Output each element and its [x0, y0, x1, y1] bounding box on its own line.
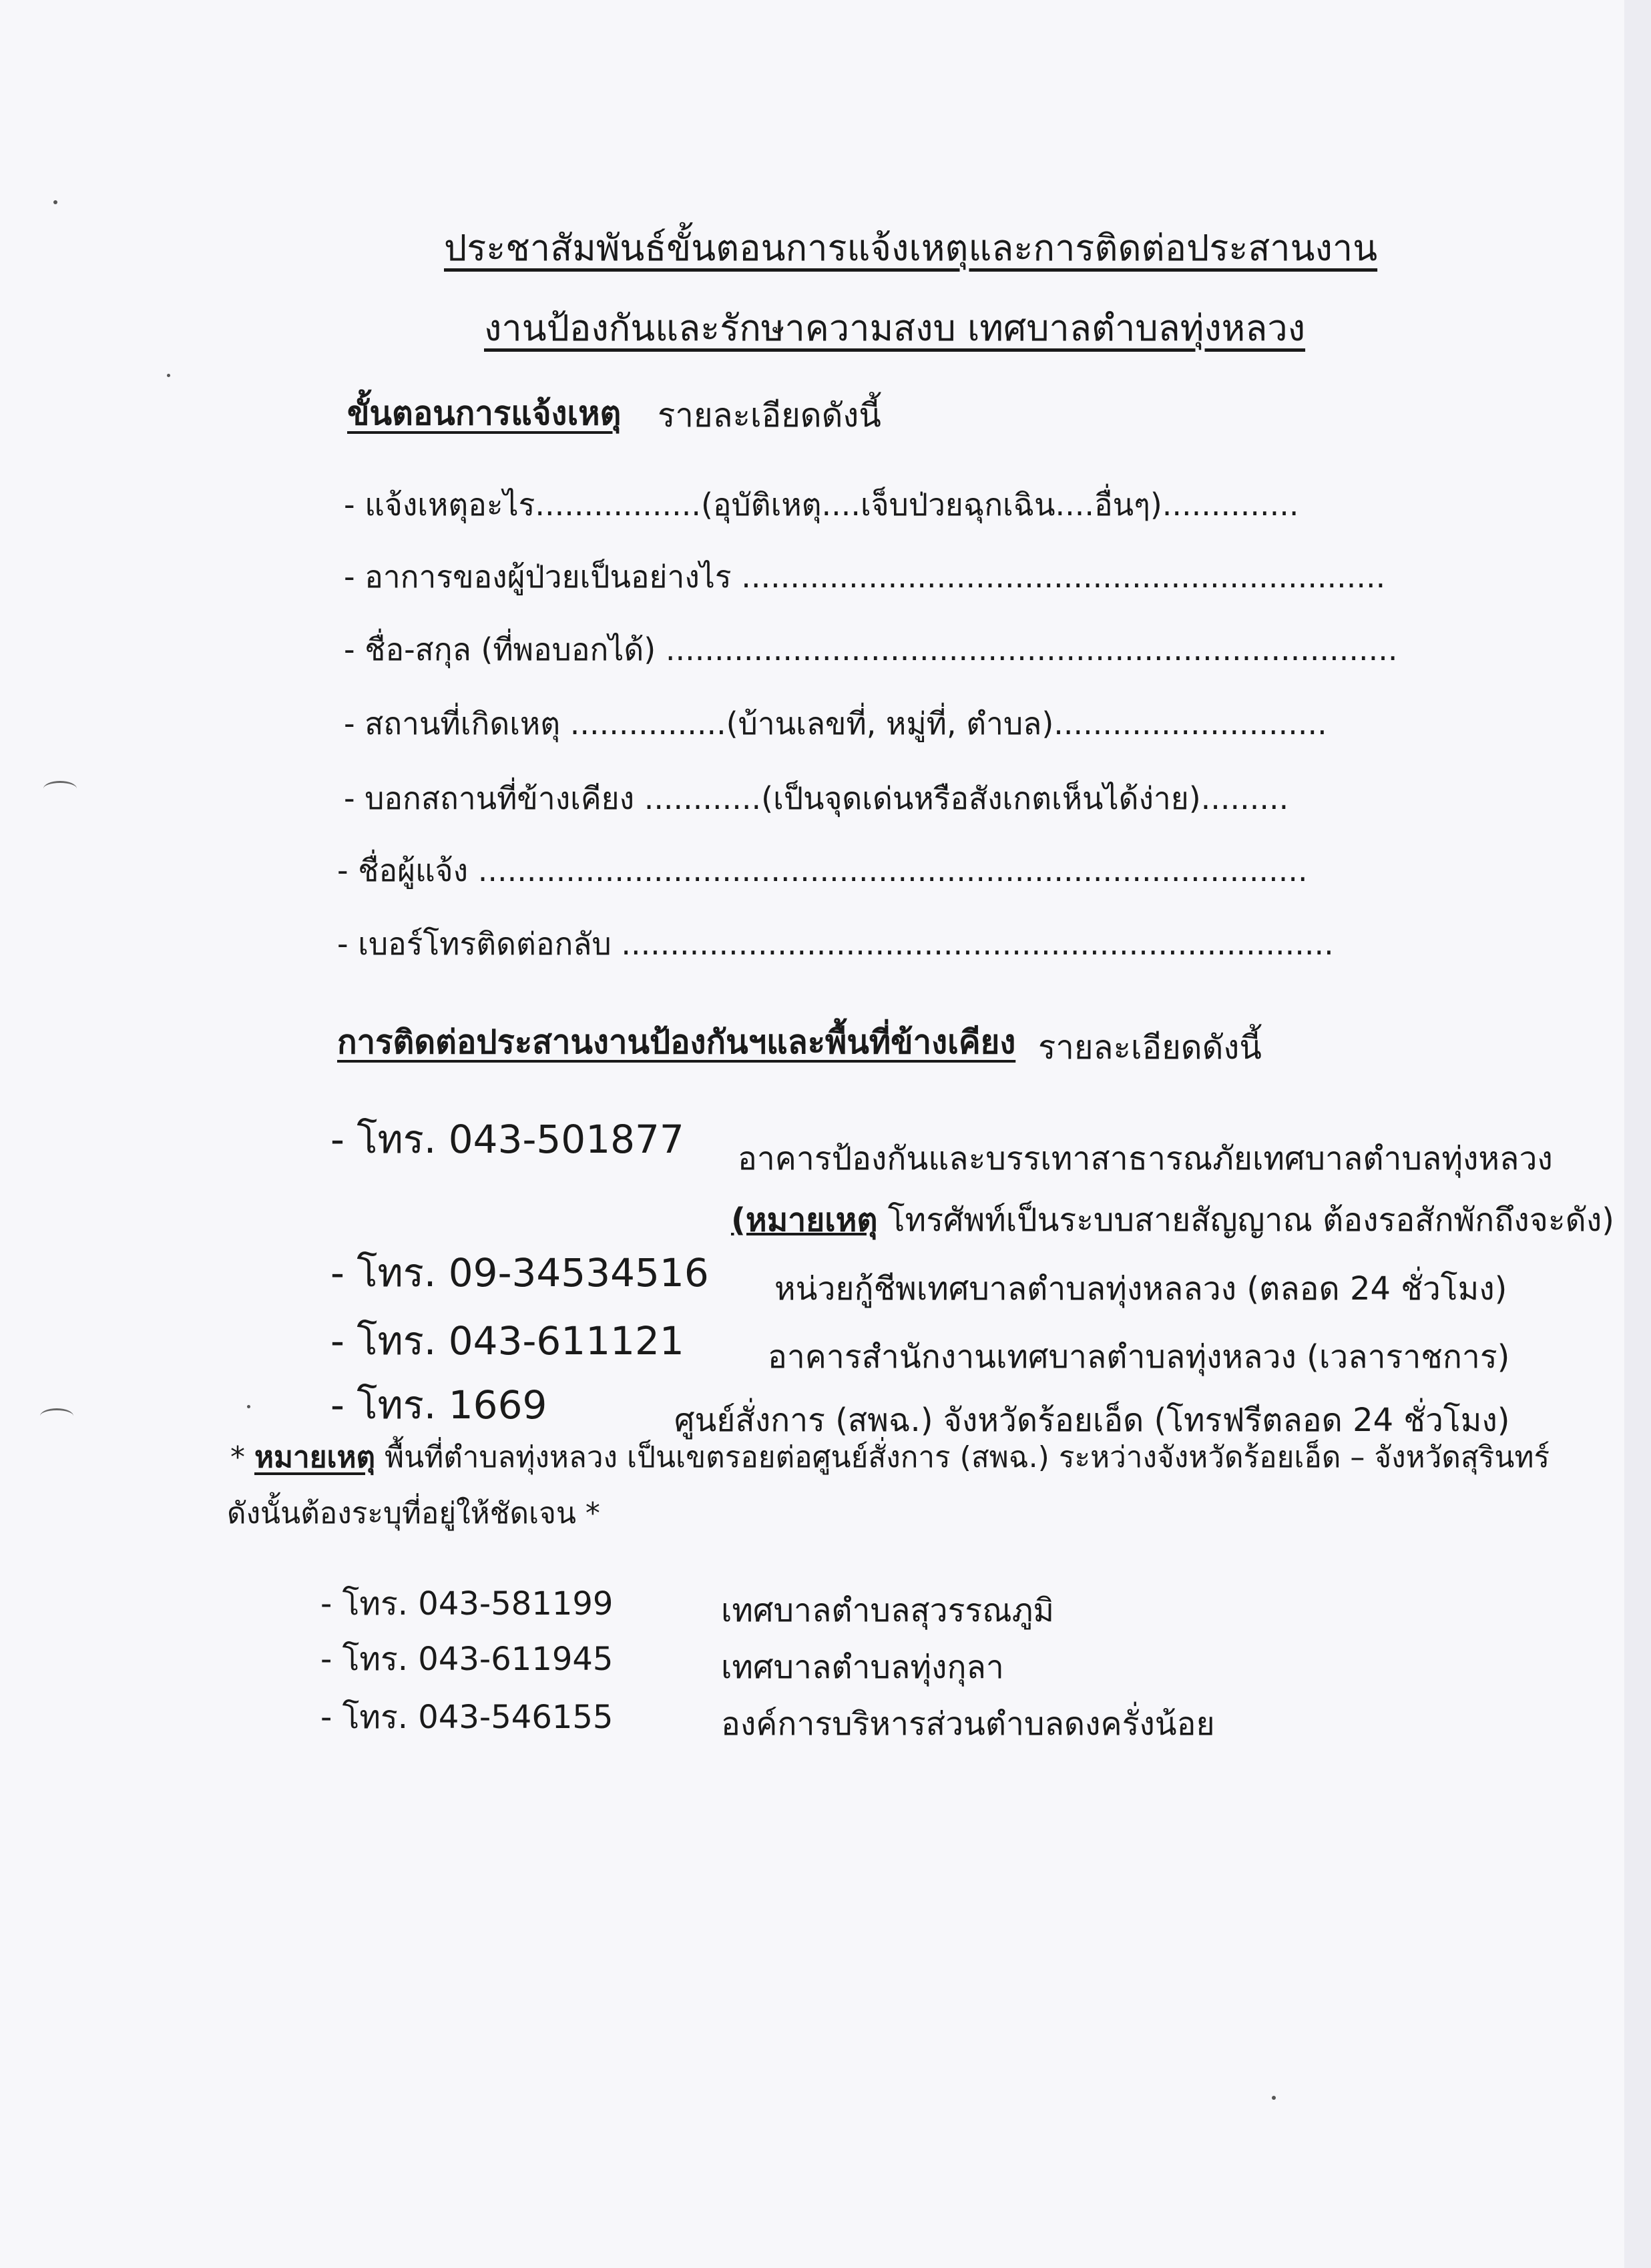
neighbor-phone: - โทร. 043-546155 — [320, 1699, 614, 1736]
neighbor-name: เทศบาลตำบลทุ่งกุลา — [721, 1649, 1004, 1686]
contact-note — [731, 1195, 1614, 1245]
form-item: - สถานที่เกิดเหตุ ................(บ้านเลขที่, หมู่ที่, ตำบล)............................ — [344, 705, 1327, 742]
contact-desc: ศูนย์สั่งการ (สพฉ.) จังหวัดร้อยเอ็ด (โทรฟรีตลอด 24 ชั่วโมง) — [674, 1402, 1510, 1439]
contact-phone: - โทร. 1669 — [330, 1382, 547, 1428]
note-line2: ดังนั้นต้องระบุที่อยู่ให้ชัดเจน * — [227, 1496, 600, 1530]
section1-heading: ขั้นตอนการแจ้งเหตุ — [347, 394, 622, 433]
note-star: * — [230, 1440, 254, 1474]
scan-speck — [247, 1405, 250, 1408]
section2-heading: การติดต่อประสานงานป้องกันฯและพื้นที่ข้างเคียง — [337, 1023, 1016, 1061]
neighbor-name: เทศบาลตำบลสุวรรณภูมิ — [721, 1592, 1054, 1629]
scan-speck — [53, 200, 57, 204]
page-title-line2: งานป้องกันและรักษาความสงบ เทศบาลตำบลทุ่งหลวง — [484, 307, 1306, 349]
note-label: หมายเหตุ — [254, 1440, 376, 1474]
contact-desc: อาคารสำนักงานเทศบาลตำบลทุ่งหลวง (เวลาราชการ) — [768, 1338, 1510, 1376]
form-item: - บอกสถานที่ข้างเคียง ............(เป็นจุดเด่นหรือสังเกตเห็นได้ง่าย)......... — [344, 780, 1289, 816]
contact-note-text: โทรศัพท์เป็นระบบสายสัญญาณ ต้องรอสักพักถึงจะดัง) — [877, 1201, 1614, 1239]
neighbor-name: องค์การบริหารส่วนตำบลดงครั่งน้อย — [721, 1705, 1215, 1743]
punch-hole-mark — [40, 1408, 73, 1424]
page-title-line1: ประชาสัมพันธ์ขั้นตอนการแจ้งเหตุและการติดต่อประสานงาน — [444, 227, 1378, 269]
note-text: พื้นที่ตำบลทุ่งหลวง เป็นเขตรอยต่อศูนย์สั่งการ (สพฉ.) ระหว่างจังหวัดร้อยเอ็ด – จังหวัดสุรินทร์ — [375, 1440, 1550, 1474]
scan-speck — [167, 374, 170, 377]
contact-phone: - โทร. 09-34534516 — [330, 1250, 709, 1296]
scan-edge — [1624, 0, 1651, 2268]
scan-speck — [1272, 2096, 1276, 2100]
form-item: - แจ้งเหตุอะไร.................(อุบัติเหตุ....เจ็บป่วยฉุกเฉิน....อื่นๆ).............. — [344, 487, 1299, 523]
neighbor-phone: - โทร. 043-581199 — [320, 1585, 614, 1623]
form-item: - ชื่อ-สกุล (ที่พอบอกได้) ........................................................................... — [344, 631, 1398, 667]
contact-desc: หน่วยกู้ชีพเทศบาลตำบลทุ่งหลลวง (ตลอด 24 ชั่วโมง) — [774, 1270, 1507, 1308]
form-item: - ชื่อผู้แจ้ง ..................................................................................... — [337, 852, 1308, 888]
punch-hole-mark — [43, 781, 77, 796]
contact-phone: - โทร. 043-611121 — [330, 1318, 684, 1364]
section2-subtitle: รายละเอียดดังนี้ — [1038, 1029, 1262, 1067]
form-item: - อาการของผู้ป่วยเป็นอย่างไร .................................................................. — [344, 559, 1386, 595]
neighbor-phone: - โทร. 043-611945 — [320, 1641, 614, 1678]
section1-subtitle: รายละเอียดดังนี้ — [658, 396, 881, 435]
contact-note-label: (หมายเหตุ — [731, 1201, 878, 1239]
contact-phone: - โทร. 043-501877 — [330, 1117, 684, 1162]
contact-desc: อาคารป้องกันและบรรเทาสาธารณภัยเทศบาลตำบลทุ่งหลวง — [738, 1140, 1553, 1177]
form-item: - เบอร์โทรติดต่อกลับ ......................................................................... — [337, 926, 1334, 962]
note-line1 — [230, 1434, 1550, 1480]
